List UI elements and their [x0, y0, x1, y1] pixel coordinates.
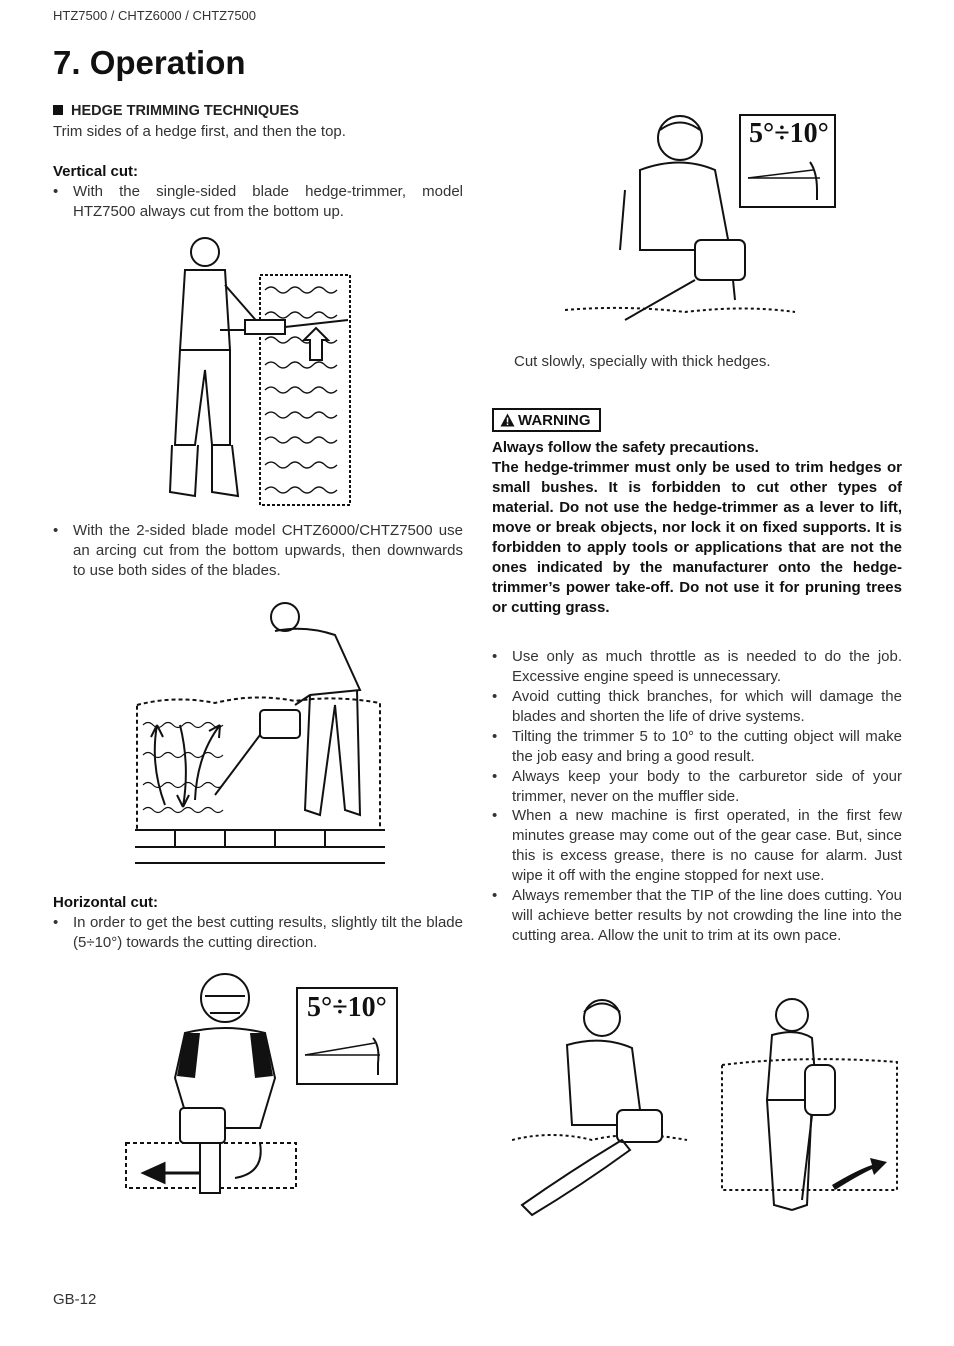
warning-triangle-icon	[500, 413, 515, 427]
tip-2: • Avoid cutting thick branches, for which will damage the blades and shorten the life of drive systems.	[492, 688, 902, 725]
vertical-cut-single-blade-illustration	[150, 230, 360, 510]
page-number: GB-12	[53, 1291, 97, 1308]
tip-6: • Always remember that the TIP of the line does cutting. You will achieve better results by not crowding the line into the cutting area. Allow the unit to trim at its own pace.	[492, 887, 902, 944]
caption-cut-slowly: Cut slowly, specially with thick hedges.	[514, 353, 771, 370]
angle-label-left: 5°÷10°	[307, 992, 387, 1023]
vertical-cut-arcing-illustration	[135, 595, 385, 865]
horizontal-cut-bullet-1: • In order to get the best cutting results, slightly tilt the blade (5÷10°) towards the cutting direction.	[53, 914, 463, 951]
vertical-cut-bullet-2-text: With the 2-sided blade model CHTZ6000/CHTZ7500 use an arcing cut from the bottom upwards, then downwards to use both sides of the blades.	[73, 522, 463, 579]
section-heading	[53, 103, 299, 119]
document-header: HTZ7500 / CHTZ6000 / CHTZ7500	[53, 8, 257, 23]
square-bullet-icon	[53, 105, 63, 115]
horizontal-cut-bullet-1-text: In order to get the best cutting results, slightly tilt the blade (5÷10°) towards the cutting direction.	[73, 914, 463, 951]
vertical-cut-bullet-1-text: With the single-sided blade hedge-trimmer, model HTZ7500 always cut from the bottom up.	[73, 183, 463, 220]
page-title: 7. Operation	[53, 44, 246, 81]
tip-6-text: Always remember that the TIP of the line does cutting. You will achieve better results by not crowding the line into the cutting area. Allow the unit to trim at its own pace.	[512, 887, 902, 944]
vertical-cut-heading: Vertical cut:	[53, 163, 139, 180]
horizontal-cut-illustration	[125, 968, 410, 1198]
warning-line-1: Always follow the safety precautions.	[492, 439, 759, 456]
cut-slowly-illustration	[565, 100, 840, 345]
vertical-cut-bullet-1: • With the single-sided blade hedge-trimmer, model HTZ7500 always cut from the bottom up.	[53, 183, 463, 220]
tip-3: • Tilting the trimmer 5 to 10° to the cutting object will make the job easy and bring a good result.	[492, 728, 902, 765]
tip-1: • Use only as much throttle as is needed to do the job. Excessive engine speed is unnecessary.	[492, 648, 902, 685]
tip-4: • Always keep your body to the carburetor side of your trimmer, never on the muffler side.	[492, 768, 902, 805]
warning-label: WARNING	[518, 412, 591, 429]
tip-3-text: Tilting the trimmer 5 to 10° to the cutting object will make the job easy and bring a good result.	[512, 728, 902, 765]
tip-5-text: When a new machine is first operated, in the first few minutes grease may come out of the gear case. But, since this is excess grease, there is no cause for alarm. Just wipe it off with the engine stopped for next use.	[512, 807, 902, 884]
grass-trimming-illustration	[512, 990, 907, 1230]
tip-1-text: Use only as much throttle as is needed to do the job. Excessive engine speed is unnecessary.	[512, 648, 902, 685]
horizontal-cut-heading: Horizontal cut:	[53, 894, 158, 911]
warning-text	[492, 438, 902, 618]
warning-body: The hedge-trimmer must only be used to trim hedges or small bushes. It is forbidden to cut other types of material. Do not use the hedge-trimmer as a lever to lift, move or break objects, nor lock it on fixed supports. It is forbidden to apply tools or applications that are not the ones indicated by the manufacturer onto the hedge-trimmer’s power take-off. Do not use it for pruning trees or cutting grass.	[492, 459, 902, 616]
vertical-cut-bullet-2: • With the 2-sided blade model CHTZ6000/CHTZ7500 use an arcing cut from the bottom upwards, then downwards to use both sides of the blades.	[53, 522, 463, 579]
angle-label-right: 5°÷10°	[749, 118, 829, 149]
tip-2-text: Avoid cutting thick branches, for which will damage the blades and shorten the life of drive systems.	[512, 688, 902, 725]
intro-text: Trim sides of a hedge first, and then the top.	[53, 123, 346, 140]
tip-5: • When a new machine is first operated, in the first few minutes grease may come out of the gear case. But, since this is excess grease, there is no cause for alarm. Just wipe it off with the engine stopped for next use.	[492, 807, 902, 884]
section-heading-text: HEDGE TRIMMING TECHNIQUES	[71, 103, 299, 119]
tip-4-text: Always keep your body to the carburetor side of your trimmer, never on the muffler side.	[512, 768, 902, 805]
warning-badge	[492, 408, 601, 432]
